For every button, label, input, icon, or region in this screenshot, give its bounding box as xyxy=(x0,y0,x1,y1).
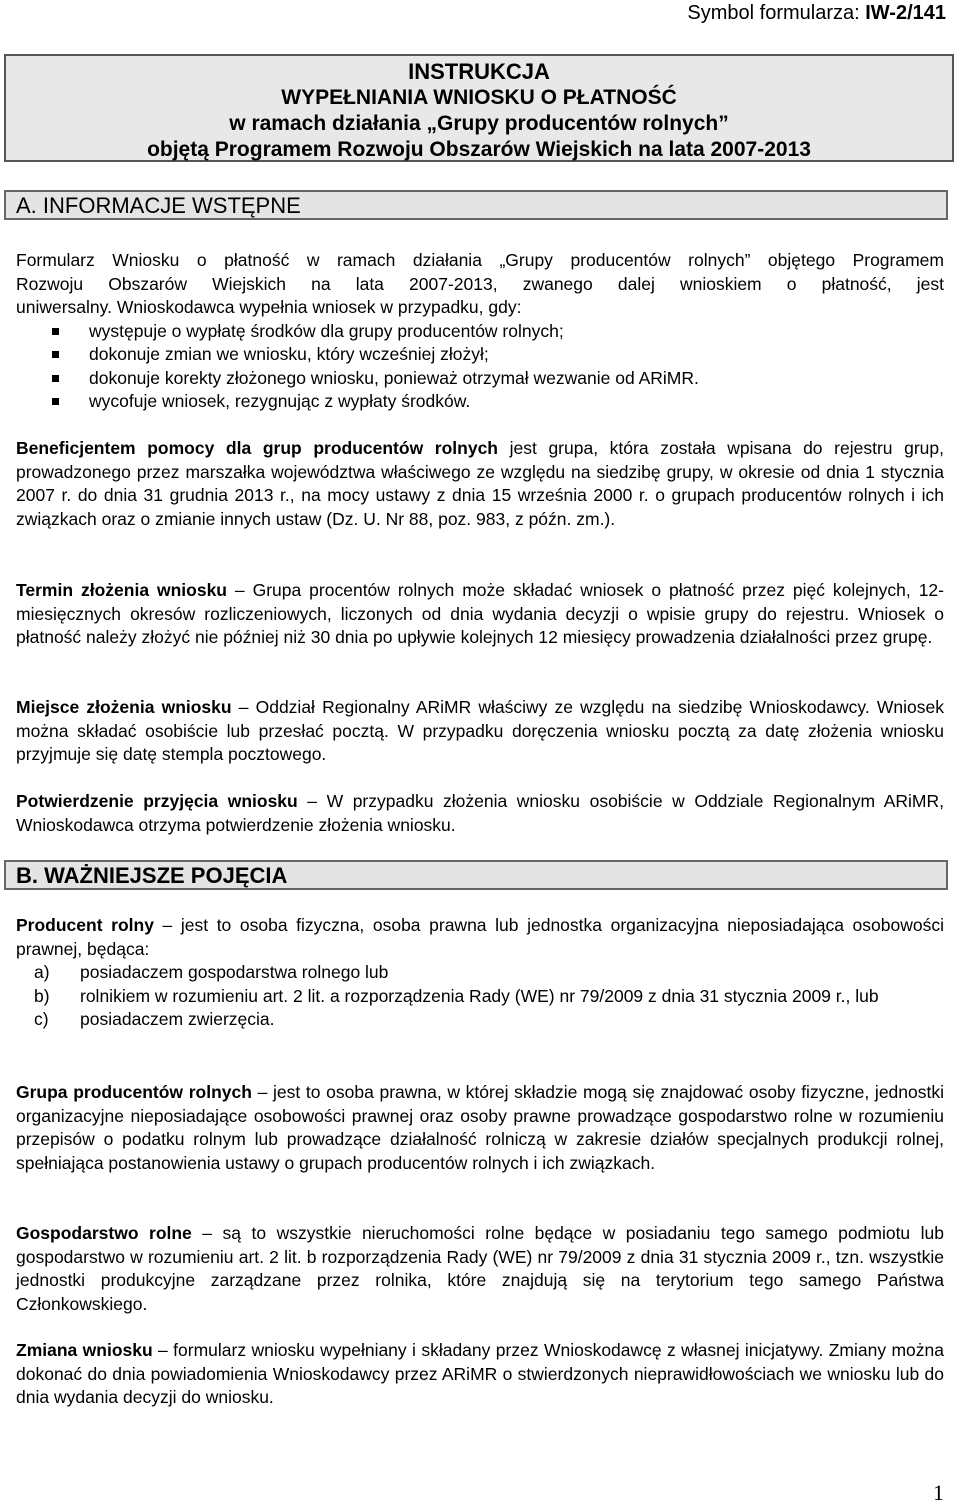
miejsce-paragraph xyxy=(16,696,944,767)
title-line-1: INSTRUKCJA xyxy=(408,59,550,84)
producent-term: Producent rolny xyxy=(16,915,154,935)
intro-line-3: uniwersalny. Wnioskodawca wypełnia wniosek w przypadku, gdy: xyxy=(16,297,522,317)
producent-text: – jest to osoba fizyczna, osoba prawna lub jednostka organizacyjna nieposiadająca osobowości prawnej, będąca: xyxy=(16,915,944,959)
page-number: 1 xyxy=(933,1480,944,1505)
grupa-paragraph xyxy=(16,1081,944,1175)
list-item-label: c) xyxy=(34,1009,49,1029)
zmiana-term: Zmiana wniosku xyxy=(16,1340,153,1360)
list-item: dokonuje korekty złożonego wniosku, ponieważ otrzymał wezwanie od ARiMR. xyxy=(16,367,944,391)
form-symbol xyxy=(687,2,946,25)
title-line-4: objętą Programem Rozwoju Obszarów Wiejskich na lata 2007-2013 xyxy=(147,138,811,161)
grupa-term: Grupa producentów rolnych xyxy=(16,1082,252,1102)
zmiana-text: – formularz wniosku wypełniany i składany przez Wnioskodawcę z własnej inicjatywy. Zmiany można dokonać do dnia powiadomienia Wnioskodawcy przez ARiMR o stwierdzonych nieprawidłowościach we wniosku lub do dnia wydania decyzji do wniosku. xyxy=(16,1340,945,1407)
grupa-text: – jest to osoba prawna, w której składzie mogą się znajdować osoby fizyczne, jednostki organizacyjne nieposiadające osobowości prawnej oraz osoby prawne prowadzące gospodarstwo rolne w rozumieniu przepisów o podatku rolnym lub prowadzące działalność rolniczą w zakresie działów specjalnych produkcji rolnej, spełniająca postanowienia ustawy o grupach producentów rolnych i ich związkach. xyxy=(16,1082,944,1173)
list-item-text: rolnikiem w rozumieniu art. 2 lit. a rozporządzenia Rady (WE) nr 79/2009 z dnia 31 stycznia 2009 r., lub xyxy=(80,985,879,1006)
list-item: występuje o wypłatę środków dla grupy producentów rolnych; xyxy=(16,320,944,344)
list-item xyxy=(16,961,944,985)
intro-line-1: Formularz Wniosku o płatność w ramach działania „Grupy producentów rolnych” objętego Programem xyxy=(16,250,944,270)
potwierdzenie-term: Potwierdzenie przyjęcia wniosku xyxy=(16,791,298,811)
list-item-text: posiadaczem gospodarstwa rolnego lub xyxy=(80,962,389,982)
section-b-heading: B. WAŻNIEJSZE POJĘCIA xyxy=(4,860,948,890)
form-symbol-label: Symbol formularza: xyxy=(687,2,860,24)
miejsce-term: Miejsce złożenia wniosku xyxy=(16,697,232,717)
document-title-box xyxy=(4,54,954,162)
title-line-3: w ramach działania „Grupy producentów rolnych” xyxy=(229,112,729,135)
section-a-heading: A. INFORMACJE WSTĘPNE xyxy=(4,190,948,220)
termin-paragraph xyxy=(16,579,944,650)
title-line-2: WYPEŁNIANIA WNIOSKU O PŁATNOŚĆ xyxy=(281,86,677,109)
intro-bullet-list xyxy=(16,320,944,414)
section-a-intro xyxy=(16,249,944,414)
list-item-label: a) xyxy=(34,962,50,982)
beneficjent-text: jest grupa, która została wpisana do rejestru grup, prowadzonego przez marszałka województwa właściwego ze względu na siedzibę grupy, w okresie od dnia 1 stycznia 2007 r. do dnia 31 grudnia 2013 r., na mocy ustawy z dnia 15 września 2000 r. o grupach producentów rolnych i ich związkach oraz o zmianie innych ustaw (Dz. U. Nr 88, poz. 983, z późn. zm.). xyxy=(16,438,945,529)
termin-term: Termin złożenia wniosku xyxy=(16,580,227,600)
list-item xyxy=(16,1008,944,1032)
termin-text: – Grupa procentów rolnych może składać wniosek o płatność przez pięć kolejnych, 12-miesięcznych okresów rozliczeniowych, liczonych od dnia wydania decyzji o wpisie grupy do rejestru. Wniosek o płatność należy złożyć nie później niż 30 dnia po upływie kolejnych 12 miesięcy prowadzenia działalności przez grupę. xyxy=(16,580,944,647)
producent-list xyxy=(16,961,944,1032)
gospodarstwo-text: – są to wszystkie nieruchomości rolne będące w posiadaniu tego samego podmiotu lub gospodarstwo w rozumieniu art. 2 lit. b rozporządzenia Rady (WE) nr 79/2009 z dnia 31 stycznia 2009 r., tzn. wszystkie jednostki produkcyjne zarządzane przez rolnika, które znajdują się na terytorium tego samego Państwa Członkowskiego. xyxy=(16,1223,945,1314)
zmiana-paragraph xyxy=(16,1339,944,1410)
beneficjent-term: Beneficjentem pomocy dla grup producentów rolnych xyxy=(16,438,498,458)
potwierdzenie-text: – W przypadku złożenia wniosku osobiście w Oddziale Regionalnym ARiMR, Wnioskodawca otrzyma potwierdzenie złożenia wniosku. xyxy=(16,791,944,835)
miejsce-text: – Oddział Regionalny ARiMR właściwy ze względu na siedzibę Wnioskodawcy. Wniosek można składać osobiście lub przesłać pocztą. W przypadku doręczenia wniosku pocztą za datę złożenia wniosku przyjmuje się datę stempla pocztowego. xyxy=(16,697,944,764)
form-symbol-code: IW-2/141 xyxy=(865,2,946,24)
potwierdzenie-paragraph xyxy=(16,790,944,837)
list-item xyxy=(16,985,944,1009)
beneficjent-paragraph xyxy=(16,437,944,531)
intro-line-2: Rozwoju Obszarów Wiejskich na lata 2007-2013, zwanego dalej wnioskiem o płatność, jest xyxy=(16,273,944,294)
list-item-text: posiadaczem zwierzęcia. xyxy=(80,1009,275,1029)
gospodarstwo-paragraph xyxy=(16,1222,944,1316)
list-item-label: b) xyxy=(34,985,50,1006)
producent-paragraph xyxy=(16,914,944,1032)
list-item: wycofuje wniosek, rezygnując z wypłaty środków. xyxy=(16,390,944,414)
list-item: dokonuje zmian we wniosku, który wcześniej złożył; xyxy=(16,343,944,367)
gospodarstwo-term: Gospodarstwo rolne xyxy=(16,1223,192,1243)
